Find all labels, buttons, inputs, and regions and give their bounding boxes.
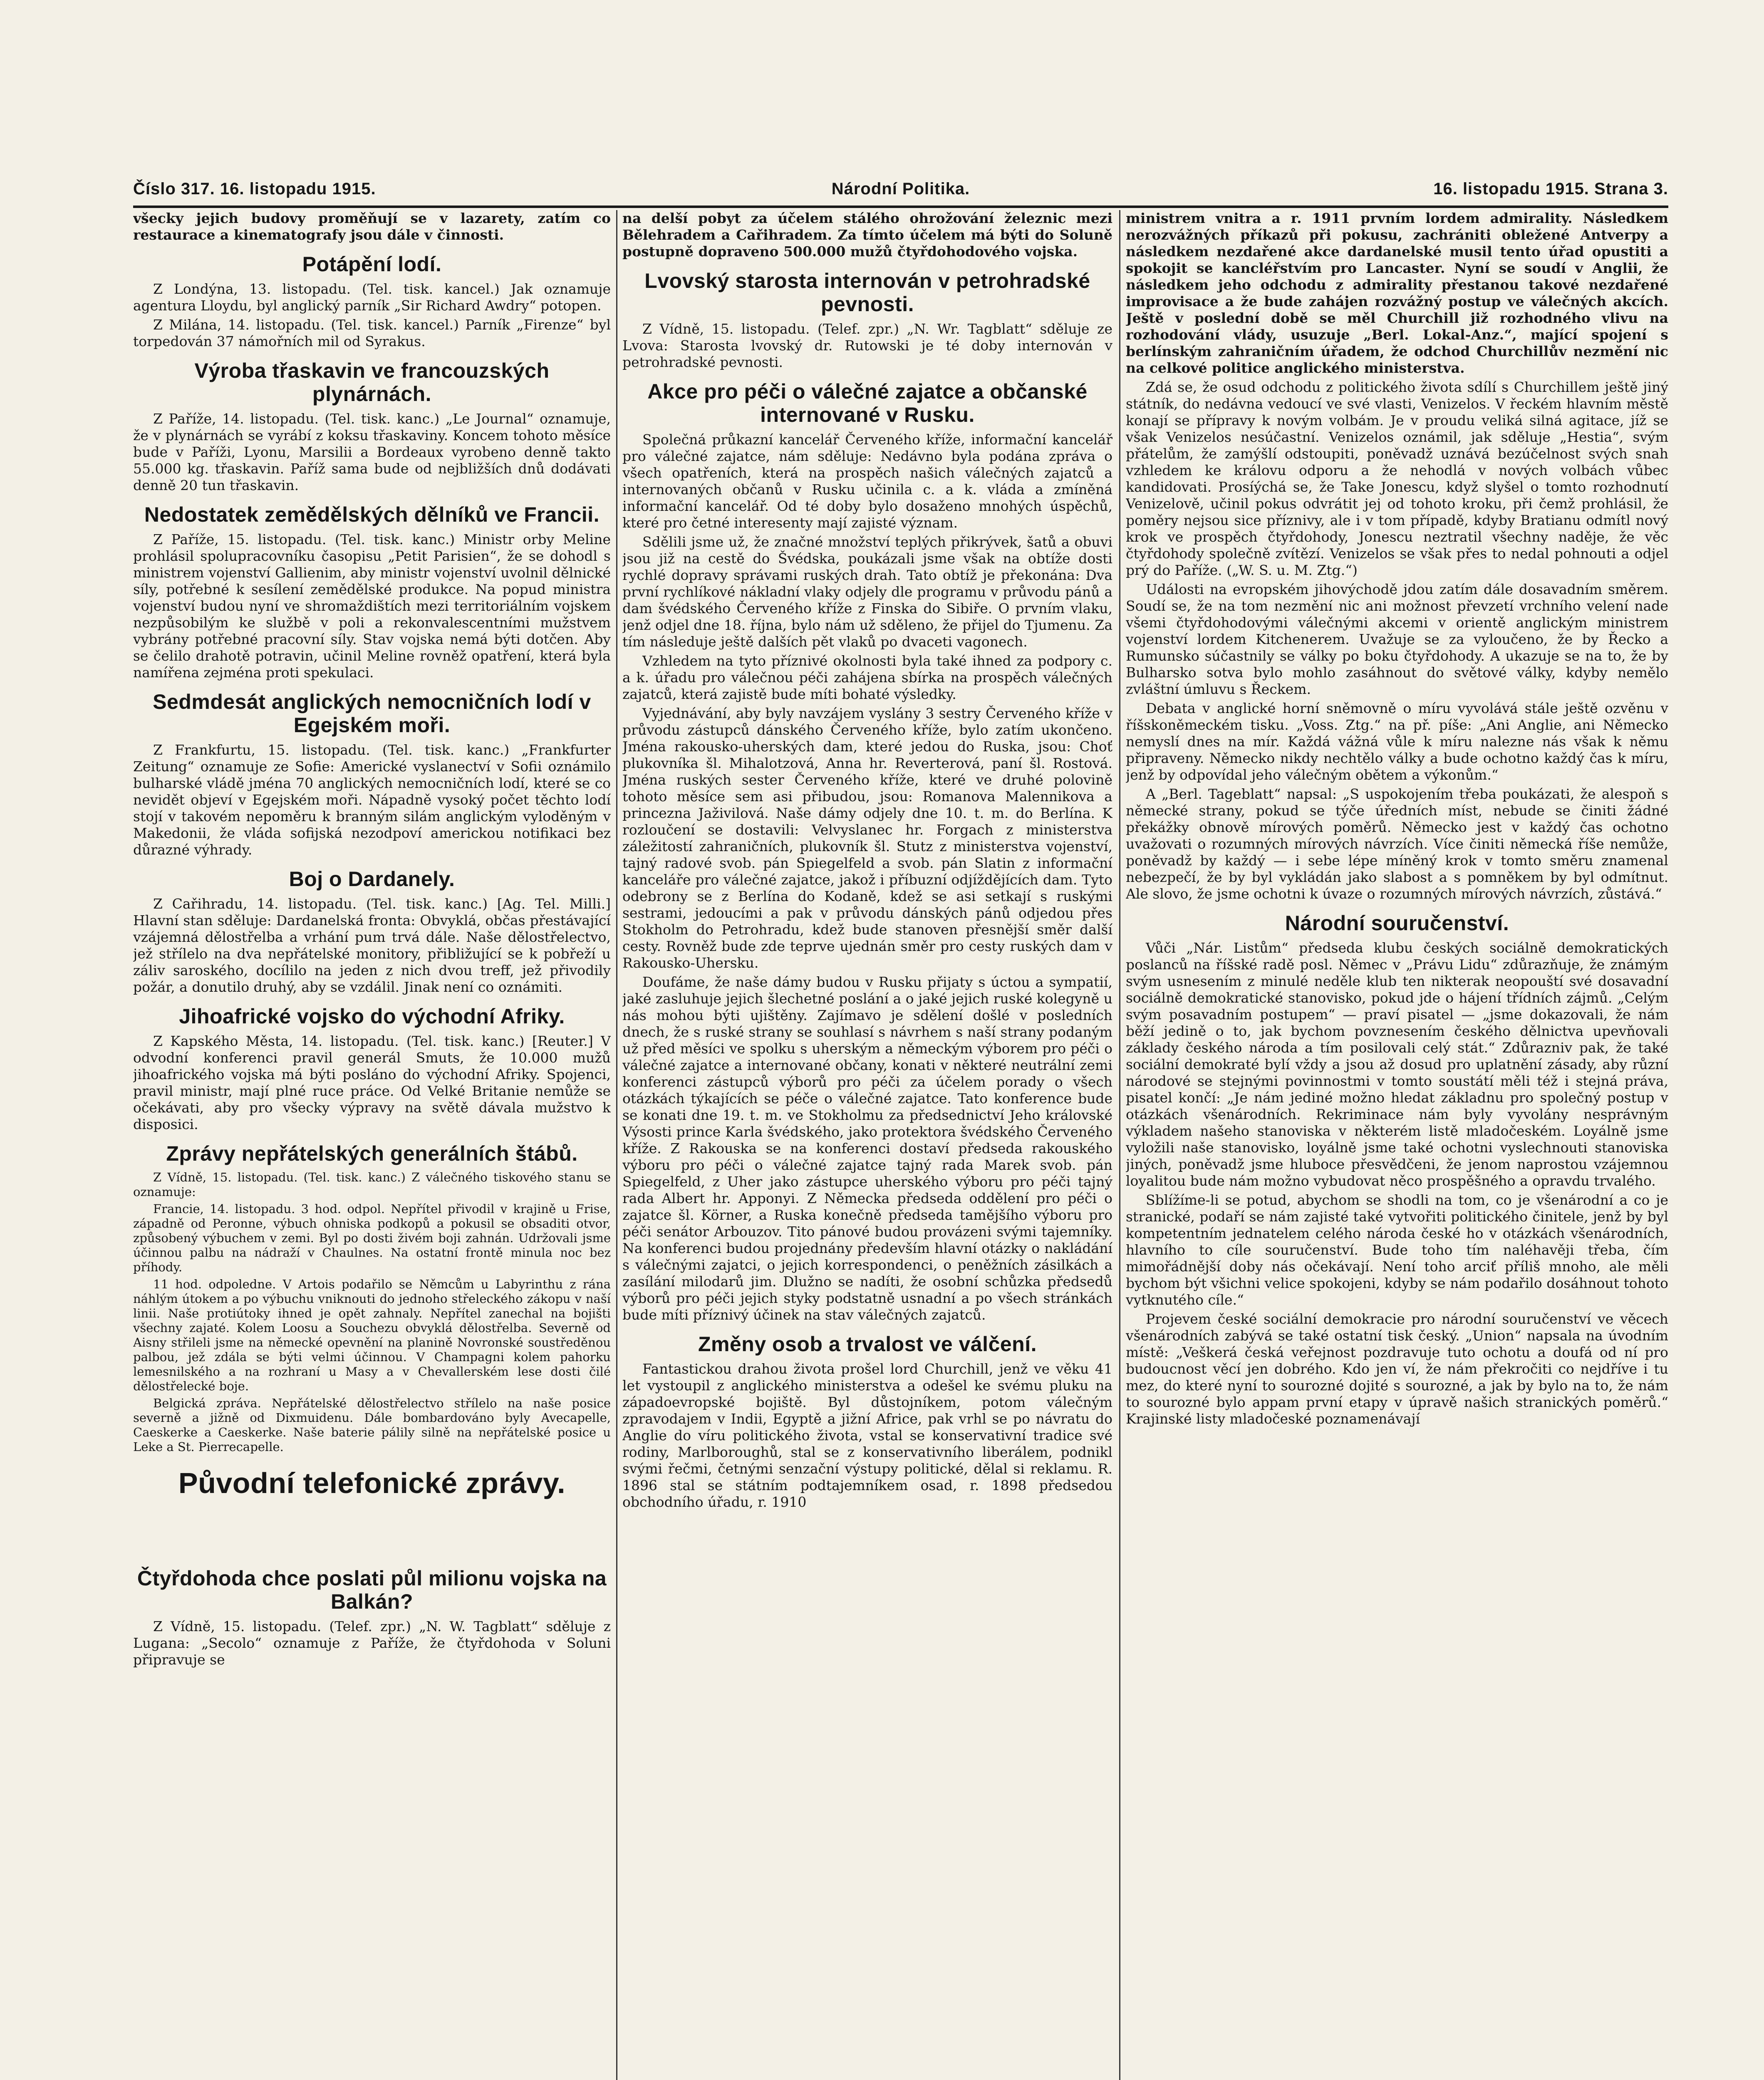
article-paragraph: Projevem české sociální demokracie pro národní souručenství ve věcech všenárodních zabývá se také ostatní tisk český. „Union“ napsala na úvodním místě: „Veškerá česká veřejnost pozdravuje tuto ochotu a doufá od ní pro budoucnost věcí jen dobrého. Kdo jen ví, že nám překročiti co nejdříve i tu mez, do které nyní to sourozné dojité s sourozné, a jak by bylo na to, že nám to sourozné bylo appam první etapy v úpravě našich stranických poměrů.“ Krajinské listy mladočeské poznamenávají [1126, 1311, 1668, 1427]
article-heading: Čtyřdohoda chce poslati půl milionu vojska na Balkán? [137, 1567, 607, 1613]
article-paragraph: Doufáme, že naše dámy budou v Rusku přijaty s úctou a sympatií, jaké zasluhuje jejich šlechetné poslání a o jaké jejich ruské kolegyně u nás mohou býti ujištěny. Zajímavo je sdělení došlé v posledních dnech, že s ruské strany se souhlasí s návrhem s naší strany podaným už před měsíci ve spolku s uherským a německým výborem pro péči o válečné zajatce a internované občany, konati v některé neutrální zemi konferenci zástupců výborů pro péči za účelem porady o všech otázkách týkajících se péče o válečné zajatce. Tato konference bude se konati dne 19. t. m. ve Stokholmu za předsednictví Jeho královské Výsosti prince Karla švédského, jako protektora švédského Červeného kříže. Z Rakouska se na konferenci dostaví předseda rakouského výboru pro péči o válečné zajatce tajný rada Marek svob. pán Spiegelfeld, z Uher jako zástupce uherského výboru pro péči tajný rada Albert hr. Apponyi. Z Německa předseda oddělení pro péči o zajatce šl. Körner, a Ruska konečně předseda tamějšího výboru pro péči senátor Arbouzov. Tito pánové budou provázeni svými tajemníky. Na konferenci budou projednány především hlavní otázky o nakládání s válečnými zajatci, o jejich korrespondenci, o peněžních zásilkách a zasílání milodarů jim. Dlužno se nadíti, že osobní schůzka předsedů výborů pro péči jejich styky podstatně usnadní a po všech stránkách bude míti příznivý účinek na stav válečných zajatců. [622, 974, 1112, 1323]
article-continuation: ministrem vnitra a r. 1911 prvním lordem admirality. Následkem nerozvážných příkazů při pokusu, zachrániti obležené Antverpy a následkem nezdařené akce dardanelské musil tento úřad opustiti a spokojit se kancléřstvím pro Lancaster. Nyní se soudí v Anglii, že následkem jeho odchodu z admirality přestanou takové nezdařené improvisace a že bude zahájen rozvážný postup ve válečných akcích. Ještě v poslední době se měl Churchill již rozhodného vlivu na rozhodování vlády, usuzuje „Berl. Lokal-Anz.“, mající spojení s berlínským zahraničním úřadem, že odchod Churchillův nezmění nic na celkové politice anglického ministerstva. [1126, 210, 1668, 376]
newspaper-title: Národní Politika. [831, 180, 970, 198]
article-paragraph: Sblížíme-li se potud, abychom se shodli na tom, co je všenárodní a co je stranické, podaří se nám zajisté také vytvořiti politického činitele, jenž by byl kompetentním jednatelem celého národa české ho v otázkách všenárodních, hlavního to cíle souručenství. Bude toho tím naléhavěji třeba, čím mimořádnější doby nás očekávají. Není toho arciť příliš mnoho, ale měli bychom být všichni velice spokojeni, kdyby se nám podařilo dosáhnout tohoto vytknutého cíle.“ [1126, 1192, 1668, 1308]
article-paragraph: A „Berl. Tageblatt“ napsal: „S uspokojením třeba poukázati, že alespoň s německé strany, pokud se týče úředních míst, nebude se činiti žádné překážky obnově mírových poměrů. Německo jest v každý čas ochotno uvažovati o rozumných mírových návrzích. Více činiti německá říše nemůže, poněvadž by každý — i sebe lépe míněný krok v tomto směru znamenal nebezpečí, že by byl vykládán jako slabost a s pomněkem by byl odmítnut. Ale slovo, že jsme ochotni k úvaze o rozumných mírových návrzích, zůstává.“ [1126, 786, 1668, 902]
article-heading: Sedmdesát anglických nemocničních lodí v Egejském moři. [153, 690, 591, 737]
column-rule [616, 210, 617, 2080]
article-continuation: všecky jejich budovy proměňují se v lazarety, zatím co restaurace a kinematografy jsou dále v činnosti. [133, 210, 611, 243]
article-paragraph: Události na evropském jihovýchodě jdou zatím dále dosavadním směrem. Soudí se, že na tom nezmění nic ani možnost převzetí vrchního velení nade všemi čtyřdohodovými válečnými akcemi v orientě anglickým ministrem vojenství lordem Kitchenerem. Uvažuje se za vyloučeno, že by Řecko a Rumunsko súčastnily se války po boku čtyřdohody. A ukazuje se na to, že by Bulharsko sotva bylo mohlo zasáhnout do světové války, kdyby nemělo zvláštní úmluvu s Řeckem. [1126, 581, 1668, 697]
article-paragraph: Fantastickou drahou života prošel lord Churchill, jenž ve věku 41 let vystoupil z anglického ministerstva a odešel ke svému pluku na západoevropské bojiště. Byl důstojníkem, potom válečným zpravodajem v Indii, Egyptě a jižní Africe, pak vrhl se po návratu do Anglie do víru politického života, vstal se konservativní tradice své rodiny, Marlboroughů, stal se z konservativního liberálem, podnikl svými řečmi, četnými senzační výstupy politické, dělal si reklamu. R. 1896 stal se státním podtajemníkem osad, r. 1898 předsedou obchodního úřadu, r. 1910 [622, 1361, 1112, 1510]
article-heading: Jihoafrické vojsko do východní Afriky. [179, 1005, 565, 1028]
article-paragraph: Z Vídně, 15. listopadu. (Telef. zpr.) „N. Wr. Tagblatt“ sděluje ze Lvova: Starosta lvovský dr. Rutowski je té doby internován v petrohradské pevnosti. [622, 321, 1112, 370]
masthead [133, 180, 1668, 208]
article-paragraph: Sdělili jsme už, že značné množství teplých přikrývek, šatů a obuvi jsou již na cestě do Švédska, poukázali jsme však na obtíže dosti rychlé dopravy správami ruských drah. Tato obtíž je překonána: Dva první rychlíkové nákladní vlaky odjely dle programu v průvodu pánů a dam švédského Červeného kříže z Finska do Sibiře. O prvním vlaku, jenž odjel dne 18. října, bylo nám už sděleno, že přijel do Tjumenu. Za tím následuje ještě dalších pět vlaků po dvaceti vagonech. [622, 534, 1112, 650]
column-3 [1126, 210, 1668, 2080]
article-paragraph: Debata v anglické horní sněmovně o míru vyvolává stále ještě ozvěnu v říšskoněmeckém tisku. „Voss. Ztg.“ na př. píše: „Ani Anglie, ani Německo nemyslí dnes na mír. Každá vážná vůle k míru naleznе nás však k němu připraveny. Německo nikdy nechtělo války a bude ochotno každý čas k míru, jenž by odpovídal jeho válečným obětem a výkonům.“ [1126, 700, 1668, 783]
article-paragraph: Z Paříže, 15. listopadu. (Tel. tisk. kanc.) Ministr orby Meline prohlásil spolupracovníku časopisu „Petit Parisien“, že se dohodl s ministrem vojenství Gallienim, aby ministr vojenství uvolnil dělnické síly, potřebné k sesílení zemědělské produkce. Na popud ministra vojenství budou nyní ve shromaždištích mezi territoriálním vojskem nezpůsobilým ke službě v poli a rekonvalescentními mužstvem vybrány potřebné pracovní síly. Stav vojska nemá býti dotčen. Aby se čelilo drahotě potravin, učinil Meline rovněž opatření, která byla namířena zejména proti spekulaci. [133, 531, 611, 681]
article-paragraph: Z Milána, 14. listopadu. (Tel. tisk. kancel.) Parník „Firenze“ byl torpedován 37 námořních mil od Syrakus. [133, 317, 611, 349]
section-heading: Původní telefonické zprávy. [178, 1467, 566, 1499]
article-heading: Zprávy nepřátelských generálních štábů. [166, 1142, 578, 1165]
article-paragraph: Z Kapského Města, 14. listopadu. (Tel. tisk. kanc.) [Reuter.] V odvodní konferenci pravil generál Smuts, že 10.000 mužů jihoafrického vojska má býti posláno do východní Afriky. Spojenci, pravil ministr, mají plné ruce práce. Od Velké Britanie nemůže se očekávati, aby pro všecky výpravy na světě dávala mužstvo k disposici. [133, 1033, 611, 1132]
column-2 [622, 210, 1112, 2080]
article-paragraph: Vyjednávání, aby byly navzájem vyslány 3 sestry Červeného kříže v průvodu zástupců dánského Červeného kříže, bylo zatím ukončeno. Jména rakousko-uherských dam, které jedou do Ruska, jsou: Choť plukovníka šl. Mihalotzová, Anna hr. Reverterová, paní šl. Rostová. Jména ruských sester Červeného kříže, které ve druhé polovině tohoto měsíce sem asi přibudou, jsou: Romanova Malennikova a princezna Jaživilová. Naše dámy odjely dne 10. t. m. do Berlína. K rozloučení se dostavili: Velvyslanec hr. Forgach z ministerstva záležitostí zahraničních, plukovník šl. Stutz z ministerstva vojenství, tajný radové svob. pán Spiegelfeld a svob. pán Slatin z informační kanceláře pro válečné zajatce, jakož i příbuzní odjíždějících dam. Tyto odebrony se z Berlína do Kodaně, kdež se asi setkají s ruskými sestrami, jedoucími a pak v průvodu dánských pánů odjedou přes Stokholm do Petrohradu, kdež bude stanoven přesnější směr další cesty. Rovněž bude zde teprve ujednán směr pro cesty ruských dam v Rakousko-Uhersku. [622, 705, 1112, 971]
article-paragraph: Z Londýna, 13. listopadu. (Tel. tisk. kancel.) Jak oznamuje agentura Lloydu, byl anglický parník „Sir Richard Awdry“ potopen. [133, 281, 611, 314]
article-heading: Národní souručenství. [1285, 911, 1509, 935]
column-1 [133, 210, 611, 2080]
article-paragraph: Z Paříže, 14. listopadu. (Tel. tisk. kanc.) „Le Journal“ oznamuje, že v plynárnách se vyrábí z koksu třaskaviny. Koncem tohoto měsíce bude v Paříži, Lyonu, Marsilii a Bordeaux vyrobeno denně takto 55.000 kg. třaskavin. Paříž sama bude od nejbližších dnů dodávati denně 20 tun třaskavin. [133, 411, 611, 493]
article-heading: Boj o Dardanely. [289, 867, 455, 891]
article-paragraph: Z Cařihradu, 14. listopadu. (Tel. tisk. kanc.) [Ag. Tel. Milli.] Hlavní stan sděluje: Dardanelská fronta: Obvyklá, občas přestávající vzájemná dělostřelba a vrhání pum trvá dále. Naše dělostřelectvo, jež střílelo na dva nepřátelské monitory, přibližující se k pobřeží u záliv saroského, docílilo na jeden z nich dvou treff, jež přivodily požár, a donutilo druhý, aby se vzdálil. Jinak není co oznámiti. [133, 896, 611, 995]
article-heading: Lvovský starosta internován v petrohradské pevnosti. [644, 269, 1090, 316]
article-heading: Potápění lodí. [302, 253, 442, 276]
article-paragraph: 11 hod. odpoledne. V Artois podařilo se Němcům u Labyrinthu z rána náhlým útokem a po výbuchu vniknouti do jednoho střeleckého zákopu v naší linii. Naše protiútoky ihned je opět zahnaly. Nepřítel zanechal na bojišti všechny zajaté. Kolem Loosu a Souchezu obvyklá dělostřelba. Severně od Aisny střileli jsme na německé opevnění na planině Novronské soustředěnou palbou, jež zdála se býti velmi účinnou. V Champagni kolem pahorku lemesnilského a na rozhraní u Masy a v Chevallerském lese dosti čilé dělostřelecké boje. [133, 1277, 611, 1393]
article-heading: Změny osob a trvalost ve válčení. [698, 1332, 1037, 1356]
article-paragraph: Belgická zpráva. Nepřátelské dělostřelectvo střílelo na naše posice severně a jižně od Dixmuidenu. Dále bombardováno byly Avecapelle, Caeskerke a Caeskerke. Naše baterie pálily silně na nepřátelské posice u Leke a St. Pierrecapelle. [133, 1396, 611, 1454]
date-page-number: 16. listopadu 1915. Strana 3. [1433, 180, 1668, 198]
article-paragraph: Francie, 14. listopadu. 3 hod. odpol. Nepřítel přivodil v krajině u Frise, západně od Peronne, výbuch ohniska podkopů a pokusil se obsaditi otvor, způsobený výbuchem v zemi. Byl po dosti živém boji zahnán. Udržovali jsme účinnou palbu na nádraží v Chaulnes. Na ostatní frontě minula noc bez příhody. [133, 1202, 611, 1274]
article-paragraph: Z Frankfurtu, 15. listopadu. (Tel. tisk. kanc.) „Frankfurter Zeitung“ oznamuje ze Sofie: Americké vyslanectví v Sofii oznámilo bulharské vládě jména 70 anglických nemocničních lodí, které se co nevidět objeví v Egejském moři. Nápadně vysoký počet těchto lodí stojí v takovém nepoměru k branným silám anglickým vyloděným v Makedonii, že vláda sofijská nezodpoví americkou notifikaci bez důrazné výhrady. [133, 742, 611, 858]
article-paragraph: Vůči „Nár. Listům“ předseda klubu českých sociálně demokratických poslanců na říšské radě posl. Němec v „Právu Lidu“ zdůrazňuje, že známým svým usnesením z minulé neděle klub ten nikterak neopouští své dosavadní sociálně demokratické stanovisko, pokud jde o hájení třídních zájmů. „Celým svým posavadním postupem“ — praví pisatel — „jsme dokazovali, že nám běží jedině o to, jak bychom povznesením českého dělnictva upevňovali základy českého národa a tím posilovali celý stát.“ Zdůrazniv pak, že také sociální demokraté bylí vždy a jsou až dosud pro uplatnění zásady, aby různí národové se stejnými povinnostmi v tomto soustátí měli též i stejná práva, pisatel končí: „Je nám jediné možno hledat základnu pro společný postup v otázkách všenárodních. Rekriminace nám byly vyvolány nesprávným výkladem našeho stanoviska v některém listě mladočeském. Loyálně jsme vyložili naše stanovisko, loyálně jsme také ochotni vyslechnouti stanoviska jiných, poněvadž jsme hluboce přesvědčeni, že jenom naprostou vzájemnou loyalitou bude nám možno vybudovat něco prospěšného a opravdu trvalého. [1126, 940, 1668, 1189]
article-paragraph: Z Vídně, 15. listopadu. (Tel. tisk. kanc.) Z válečného tiskového stanu se oznamuje: [133, 1170, 611, 1199]
article-heading: Akce pro péči o válečné zajatce a občanské internované v Rusku. [647, 380, 1088, 426]
article-paragraph: Vzhledem na tyto příznivé okolnosti byla také ihned za podpory c. a k. úřadu pro válečnou péči zahájena sbírka na prospěch válečných zajatců, která zajistě bude míti bohaté výsledky. [622, 653, 1112, 702]
article-heading: Nedostatek zemědělských dělníků ve Francii. [144, 503, 600, 526]
article-heading: Výroba třaskavin ve francouzských plynárnách. [194, 359, 550, 406]
article-paragraph: Společná průkazní kancelář Červeného kříže, informační kancelář pro válečné zajatce, nám sděluje: Nedávno byla podána zpráva o všech opatřeních, která na prospěch našich válečných zajatců a internovaných občanů v Rusku učinila c. a k. vláda a zmíněná informační kancelář. Od té doby bylo dosaženo mnohých úspěchů, které pro četné interesenty mají zajisté význam. [622, 431, 1112, 531]
article-continuation: na delší pobyt za účelem stálého ohrožování železnic mezi Bělehradem a Cařihradem. Za tímto účelem má býti do Soluně postupně dopraveno 500.000 mužů čtyřdohodového vojska. [622, 210, 1112, 260]
issue-number-date: Číslo 317. 16. listopadu 1915. [133, 180, 376, 198]
column-rule [1119, 210, 1120, 2080]
article-paragraph: Z Vídně, 15. listopadu. (Telef. zpr.) „N. W. Tagblatt“ sděluje z Lugana: „Secolo“ oznamuje z Paříže, že čtyřdohoda v Soluni připravuje se [133, 1618, 611, 1668]
blank-space [133, 1512, 611, 1558]
article-paragraph: Zdá se, že osud odchodu z politického života sdílí s Churchillem ještě jiný státník, do nedávna vedoucí ve své vlasti, Venizelos. V řeckém hlavním městě konají se přípravy k novým volbám. Je v proudu veliká silná agitace, jíž se však Venizelos nesúčastní. Venizelos oznámil, jak sděluje „Hestia“, svým přátelům, že zamýšlí odstoupiti, poněvadž uznává bezúčelnost svých snah vzhledem ke královu odporu a že nehodlá v nových volbách vůbec kandidovati. Prosíýchá se, že Take Jonescu, když slyšel o tomto rozhodnutí Venizelově, učinil pokus odvrátit jej od tohoto kroku, při čemž prohlásil, že poměry nejsou sice příznivy, ale i v tom případě, kdyby Bratianu odmítl nový krok ve prospěch čtyřdohody, Jonescu neztratil všechny naděje, že věc čtyřdohody společně zvítězí. Venizelos se však přes to nedal pohnouti a odjel prý do Paříže. („W. S. u. M. Ztg.“) [1126, 379, 1668, 578]
